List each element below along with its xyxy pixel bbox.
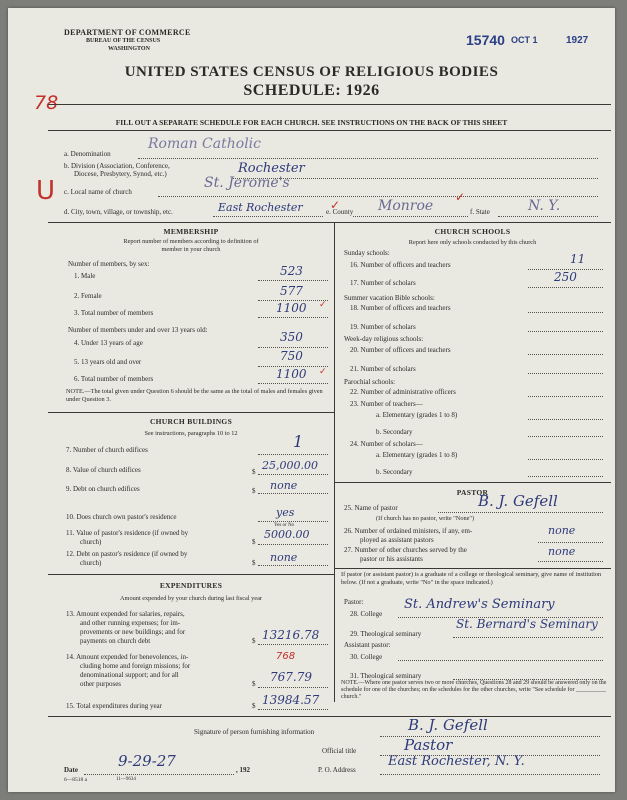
q4-value: 350 (280, 330, 303, 344)
q13-label-4: payments on church debt (80, 637, 151, 645)
q5-value: 750 (280, 349, 303, 363)
membership-intro-1: Report number of members according to definition of (123, 238, 259, 245)
q28-label: 28. College (350, 610, 383, 618)
city-value: East Rochester (218, 201, 303, 214)
q17-label: 17. Number of scholars (350, 279, 416, 287)
expenditures-intro: Amount expended by your church during last fiscal year (120, 595, 262, 602)
q29-value: St. Bernard's Seminary (456, 617, 598, 631)
q14-label-1: 14. Amount expended for benevolences, in- (66, 653, 189, 661)
q15-value: 13984.57 (262, 693, 320, 707)
q10-label: 10. Does church own pastor's residence (66, 513, 177, 521)
city-label: WASHINGTON (108, 46, 150, 52)
q4-label: 4. Under 13 years of age (74, 339, 143, 347)
q14-value: 767.79 (270, 670, 312, 684)
q21-label: 21. Number of scholars (350, 365, 416, 373)
q15-label: 15. Total expenditures during year (66, 702, 162, 710)
q23b-label: b. Secondary (376, 428, 413, 436)
form-title: UNITED STATES CENSUS OF RELIGIOUS BODIES (124, 64, 499, 80)
q3-label: 3. Total number of members (74, 309, 154, 317)
pastor-subheading: Pastor: (344, 598, 364, 606)
denomination-value: Roman Catholic (148, 136, 261, 152)
q14-label-3: denominational support; and for all (80, 671, 179, 679)
division-value: Rochester (238, 161, 305, 176)
margin-number: 78 (34, 92, 59, 114)
po-address-label: P. O. Address (318, 766, 356, 774)
q20-label: 20. Number of officers and teachers (350, 346, 451, 354)
check-mark-icon: ✓ (455, 190, 466, 204)
pastor-title: PASTOR (456, 488, 489, 497)
q14-correction: 768 (276, 651, 296, 662)
q12-label-2: church) (80, 559, 102, 567)
q16-value: 11 (570, 252, 586, 266)
q13-value: 13216.78 (262, 628, 320, 642)
signature-value: B. J. Gefell (408, 716, 488, 734)
q27-label-2: pastor or his assistants (360, 555, 423, 563)
dept-label: DEPARTMENT OF COMMERCE (64, 28, 191, 37)
q2-value: 577 (280, 284, 303, 298)
q11-label-2: church) (80, 538, 102, 546)
county-value: Monroe (378, 198, 434, 214)
q30-label: 30. College (350, 653, 383, 661)
q16-label: 16. Number of officers and teachers (350, 261, 451, 269)
q25-label: 25. Name of pastor (344, 504, 398, 512)
q22-label: 22. Number of administrative officers (350, 388, 456, 396)
form-subtitle: SCHEDULE: 1926 (243, 82, 380, 99)
check-mark-icon: ✓ (330, 198, 341, 212)
census-schedule-form: DEPARTMENT OF COMMERCE BUREAU OF THE CENSUS WASHINGTON 15740 OCT 1 1927 UNITED STATES CENSUS OF RELIGIOUS BODIES SCHEDULE: 1926 78 FILL OUT A SEPARATE SCHEDULE FOR EACH CHURCH. SEE INSTRUCTIONS ON THE BACK OF THIS SHEET a. Denomination Roman Catholic b. Division (Association, Conference, Diocese, Presbytery, Synod, etc.) Rochester c. Local name of church St. Jerome's U d. City, town, village, or township, etc. East Rochester e. County Monroe f. State N. Y. MEMBERSHIP Report number of members according to definition of member in your church Number of members, by sex: 1. Male 523 2. Female 577 3. Total number of members 1100 Number of members under and over 13 years old: 4. Under 13 years of age 350 5. 13 years old and over 750 6. Total number of members 1100 NOTE.—The total given under Question 6 should be the same as the total of males and females given under Question 3. CHURCH BUILDINGS See instructions, paragraphs 10 to 12 7. Number of church edifices 1 8. Value of church edifices $ 25,000.00 9. Debt on church edifices $ none 10. Does church own pastor's residence yes Yes or No 11. Value of pastor's residence (if owned by church) $ 5000.00 12. Debt on pastor's residence (if owned by church) $ none EXPENDITURES Amount expended by your church during last fiscal year 13. Amount expended for salaries, repairs, and other running expenses; for im- provements or new buildings; and for payments on church debt $ 13216.78 14. Amount expended for benevolences, in- cluding home and foreign missions; for denominational support; and for all other purposes 768 $ 767.79 15. Total expenditures during year $ 13984.57 CHURCH SCHOOLS Report here only schools conducted by this church Sunday schools: 16. Number of officers and teachers 11 17. Number of scholars 250 Summer vacation Bible schools: 18. Number of officers and teachers 19. Number of scholars Week-day religious schools: 20. Number of officers and teachers 21. Number of scholars Parochial schools: 22. Number of administrative officers 23. Number of teachers— a. Elementary (grades 1 to 8) b. Secondary 24. Number of scholars— a. Elementary (grades 1 to 8) b. Secondary PASTOR 25. Name of pastor B. J. Gefell (If church has no pastor, write "None") 26. Number of ordained ministers, if any, em- ployed as assistant pastors none 27. Number of other churches served by the pastor or his assistants none If pastor (or assistant pastor) is a graduate of a college or theological seminary, give name of institution below. (If not a graduate, write "No" in the space indicated.) Pastor: 28. College St. Andrew's Seminary 29. Theological seminary St. Bernard's Seminary Assistant pastor: 30. College 31. Theological seminary NOTE.—Where one pastor serves two or more churches, Questions 28 and 29 should be answered only on the schedule for one of the churches; on the schedules for the other churches, write "See schedule for __________ church." Signature of person furnishing information B. J. Gefell Official title Pastor Date 9-29-27 , 192 P. O. Address East Rochester, N. Y. 6—8518 a 11—9634 ✓ ✓ ✓ ✓ (8, 8, 615, 792)
instructions-line: FILL OUT A SEPARATE SCHEDULE FOR EACH CHURCH. SEE INSTRUCTIONS ON THE BACK OF THIS SHEET (115, 118, 508, 127)
assistant-subheading: Assistant pastor: (344, 641, 391, 649)
parochial-label: Parochial schools: (344, 378, 396, 386)
weekday-label: Week-day religious schools: (344, 335, 424, 343)
q27-value: none (548, 545, 576, 558)
official-title-label: Official title (322, 747, 357, 755)
q24-label: 24. Number of scholars— (350, 440, 423, 448)
stamp-number: 15740 (466, 32, 505, 48)
q13-label-2: and other running expenses; for im- (80, 619, 181, 627)
q24a-label: a. Elementary (grades 1 to 8) (376, 451, 458, 459)
q25-hint: (If church has no pastor, write "None") (376, 515, 475, 522)
local-name-label: c. Local name of church (64, 188, 132, 196)
q1-label: 1. Male (74, 272, 96, 280)
q8-value: 25,000.00 (262, 459, 318, 472)
q13-label-3: provements or new buildings; and for (80, 628, 186, 636)
q6-value: 1100 (276, 367, 307, 381)
q14-label-2: cluding home and foreign missions; for (80, 662, 191, 670)
q12-label-1: 12. Debt on pastor's residence (if owned by (66, 550, 188, 558)
q26-label-2: ployed as assistant pastors (360, 536, 434, 544)
q7-label: 7. Number of church edifices (66, 446, 148, 454)
q19-label: 19. Number of scholars (350, 323, 416, 331)
q23-label: 23. Number of teachers— (350, 400, 423, 408)
county-label: e. County (326, 208, 354, 216)
membership-title: MEMBERSHIP (163, 227, 219, 236)
membership-note: NOTE.—The total given under Question 6 should be the same as the total of males and females given under Question 3. (66, 388, 323, 403)
date-label: Date (64, 766, 78, 774)
po-address-value: East Rochester, N. Y. (388, 754, 525, 769)
summer-label: Summer vacation Bible schools: (344, 294, 435, 302)
q11-value: 5000.00 (264, 528, 310, 541)
local-name-value: St. Jerome's (204, 175, 290, 191)
pastor-note: NOTE.—Where one pastor serves two or more churches, Questions 28 and 29 should be answered only on the schedule for one of the churches; on the schedules for the other churches, write "See schedule for __________ church." (341, 680, 607, 700)
q24b-label: b. Secondary (376, 468, 413, 476)
q13-label-1: 13. Amount expended for salaries, repairs, (66, 610, 185, 618)
q27-label-1: 27. Number of other churches served by the (344, 546, 467, 554)
q12-value: none (270, 551, 298, 564)
q2-label: 2. Female (74, 292, 102, 300)
stamp-year: 1927 (566, 35, 589, 46)
q3-value: 1100 (276, 301, 307, 315)
q9-label: 9. Debt on church edifices (66, 485, 140, 493)
q10-hint: Yes or No (274, 523, 295, 528)
q9-value: none (270, 479, 298, 492)
check-mark-icon: ✓ (319, 300, 327, 310)
city-label: d. City, town, village, or township, etc. (64, 208, 173, 216)
q29-label: 29. Theological seminary (350, 630, 422, 638)
division-label-1: b. Division (Association, Conference, (64, 162, 170, 170)
q26-label-1: 26. Number of ordained ministers, if any, em- (344, 527, 473, 535)
schools-intro: Report here only schools conducted by this church (408, 239, 537, 246)
expenditures-title: EXPENDITURES (159, 581, 223, 590)
state-label: f. State (470, 208, 490, 216)
margin-mark: U (36, 176, 56, 206)
check-mark-icon: ✓ (319, 367, 327, 377)
buildings-title: CHURCH BUILDINGS (149, 417, 233, 426)
q7-value: 1 (293, 432, 304, 451)
q6-label: 6. Total number of members (74, 375, 154, 383)
schools-title: CHURCH SCHOOLS (434, 227, 511, 236)
q26-value: none (548, 524, 576, 537)
q31-label: 31. Theological seminary (350, 672, 422, 680)
date-year-suffix: , 192 (236, 766, 250, 774)
division-label-2: Diocese, Presbytery, Synod, etc.) (74, 170, 167, 178)
q18-label: 18. Number of officers and teachers (350, 304, 451, 312)
state-value: N. Y. (528, 198, 561, 214)
q8-label: 8. Value of church edifices (66, 466, 141, 474)
buildings-intro: See instructions, paragraphs 10 to 12 (144, 430, 238, 437)
bureau-label: BUREAU OF THE CENSUS (86, 38, 161, 44)
print-code: 11—9634 (116, 777, 136, 782)
by-age-label: Number of members under and over 13 years old: (68, 326, 208, 334)
q1-value: 523 (280, 264, 303, 278)
by-sex-label: Number of members, by sex: (68, 260, 150, 268)
q5-label: 5. 13 years old and over (74, 358, 142, 366)
graduate-note: If pastor (or assistant pastor) is a graduate of a college or theological seminary, give name of institution below. (If not a graduate, write "No" in the space indicated.) (341, 571, 602, 586)
q14-label-4: other purposes (80, 680, 122, 688)
q28-value: St. Andrew's Seminary (404, 597, 555, 612)
sunday-label: Sunday schools: (344, 249, 390, 257)
date-value: 9-29-27 (118, 752, 176, 770)
denomination-label: a. Denomination (64, 150, 111, 158)
membership-intro-2: member in your church (161, 246, 221, 253)
official-title-value: Pastor (404, 736, 453, 754)
form-code: 6—8518 a (64, 777, 88, 783)
q10-value: yes (276, 506, 295, 519)
stamp-date: OCT 1 (511, 35, 538, 45)
q23a-label: a. Elementary (grades 1 to 8) (376, 411, 458, 419)
q17-value: 250 (554, 270, 577, 284)
signature-label: Signature of person furnishing information (194, 728, 315, 736)
q25-value: B. J. Gefell (478, 492, 558, 510)
q11-label-1: 11. Value of pastor's residence (if owned by (66, 529, 189, 537)
